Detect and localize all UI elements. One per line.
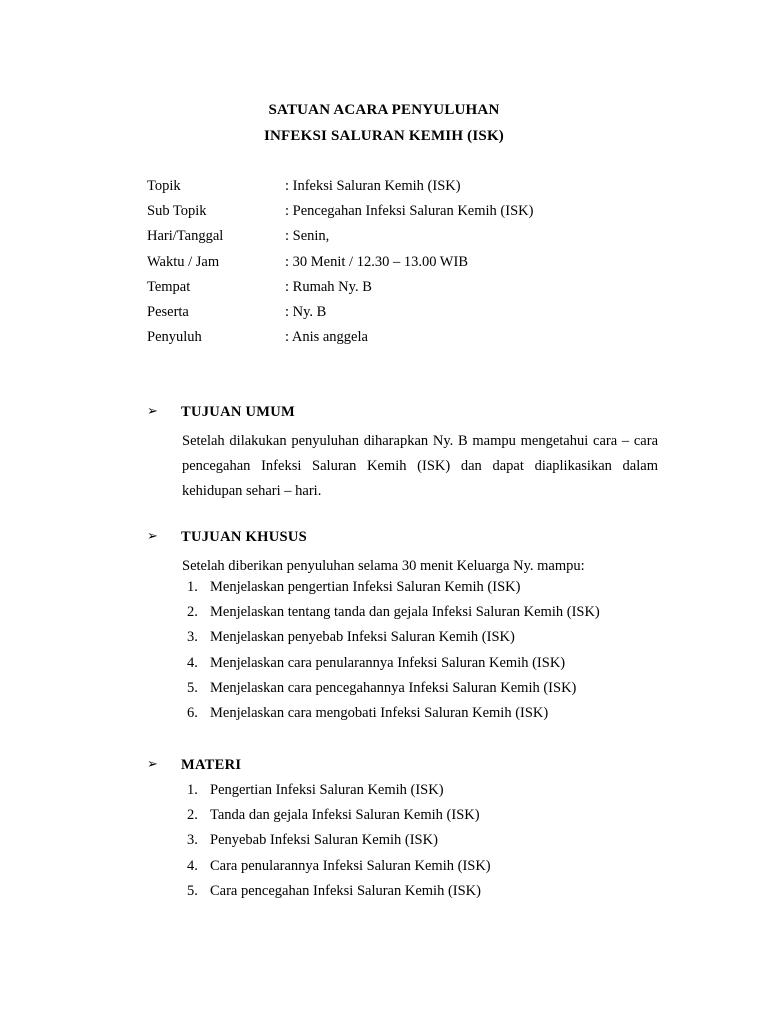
list-number: 4. [187, 654, 198, 671]
section-heading [147, 529, 659, 551]
list-item [147, 832, 659, 857]
list-number: 5. [187, 882, 198, 899]
objectives-list [147, 579, 659, 730]
meta-label: Waktu / Jam [147, 253, 220, 270]
meta-value: : Rumah Ny. B [285, 278, 372, 295]
list-item [147, 807, 659, 832]
arrow-bullet-icon: ➢ [147, 757, 158, 772]
meta-label: Penyuluh [147, 329, 202, 346]
list-text: Cara pencegahan Infeksi Saluran Kemih (ISK) [210, 882, 481, 899]
list-number: 1. [187, 579, 198, 595]
meta-value: : Infeksi Saluran Kemih (ISK) [285, 178, 461, 194]
list-number: 5. [187, 679, 198, 696]
meta-label: Hari/Tanggal [147, 228, 224, 245]
list-text: Menjelaskan cara pencegahannya Infeksi Saluran Kemih (ISK) [210, 679, 577, 696]
materials-list [147, 782, 659, 908]
list-item [147, 655, 659, 680]
list-number: 3. [187, 629, 198, 646]
list-item [147, 883, 659, 908]
list-item [147, 629, 659, 654]
meta-label: Topik [147, 178, 181, 194]
list-text: Menjelaskan penyebab Infeksi Saluran Kemih (ISK) [210, 629, 515, 646]
list-text: Menjelaskan tentang tanda dan gejala Infeksi Saluran Kemih (ISK) [210, 604, 600, 621]
section-materi [147, 757, 659, 908]
meta-label: Tempat [147, 278, 191, 295]
list-text: Menjelaskan cara mengobati Infeksi Saluran Kemih (ISK) [210, 704, 549, 721]
list-number: 2. [187, 807, 198, 824]
section-title: MATERI [181, 757, 242, 773]
section-intro: Setelah diberikan penyuluhan selama 30 menit Keluarga Ny. mampu: [182, 558, 585, 574]
list-text: Penyebab Infeksi Saluran Kemih (ISK) [210, 832, 438, 849]
meta-value: : Anis anggela [285, 329, 368, 346]
list-item [147, 782, 659, 807]
list-item [147, 680, 659, 705]
document-subtitle: INFEKSI SALURAN KEMIH (ISK) [263, 128, 505, 144]
list-item [147, 604, 659, 629]
document-title: SATUAN ACARA PENYULUHAN [268, 102, 500, 118]
list-number: 4. [187, 857, 198, 874]
list-text: Menjelaskan cara penularannya Infeksi Saluran Kemih (ISK) [210, 654, 566, 671]
meta-value: : Pencegahan Infeksi Saluran Kemih (ISK) [285, 203, 534, 220]
meta-label: Peserta [147, 303, 189, 320]
arrow-bullet-icon: ➢ [147, 529, 158, 544]
list-item [147, 579, 659, 604]
arrow-bullet-icon: ➢ [147, 404, 158, 419]
list-number: 1. [187, 782, 198, 798]
list-text: Cara penularannya Infeksi Saluran Kemih (ISK) [210, 857, 491, 874]
section-tujuan-khusus [147, 529, 659, 730]
list-number: 6. [187, 704, 198, 721]
meta-label: Sub Topik [147, 203, 207, 220]
section-paragraph: Setelah dilakukan penyuluhan diharapkan Ny. B mampu mengetahui cara – cara pencegahan Infeksi Saluran Kemih (ISK) dan dapat diaplikasikan dalam kehidupan sehari – hari. [182, 433, 658, 500]
list-text: Tanda dan gejala Infeksi Saluran Kemih (ISK) [210, 807, 480, 824]
meta-value: : Senin, [285, 228, 330, 245]
list-number: 3. [187, 832, 198, 849]
section-tujuan-umum [147, 404, 659, 505]
section-heading [147, 404, 659, 426]
section-title: TUJUAN UMUM [181, 404, 296, 420]
list-number: 2. [187, 604, 198, 621]
section-title: TUJUAN KHUSUS [181, 529, 307, 545]
meta-value: : 30 Menit / 12.30 – 13.00 WIB [285, 253, 468, 270]
meta-value: : Ny. B [285, 303, 327, 320]
section-heading [147, 757, 659, 779]
list-text: Menjelaskan pengertian Infeksi Saluran Kemih (ISK) [210, 579, 521, 595]
list-item [147, 858, 659, 883]
list-item [147, 705, 659, 730]
list-text: Pengertian Infeksi Saluran Kemih (ISK) [210, 782, 444, 798]
